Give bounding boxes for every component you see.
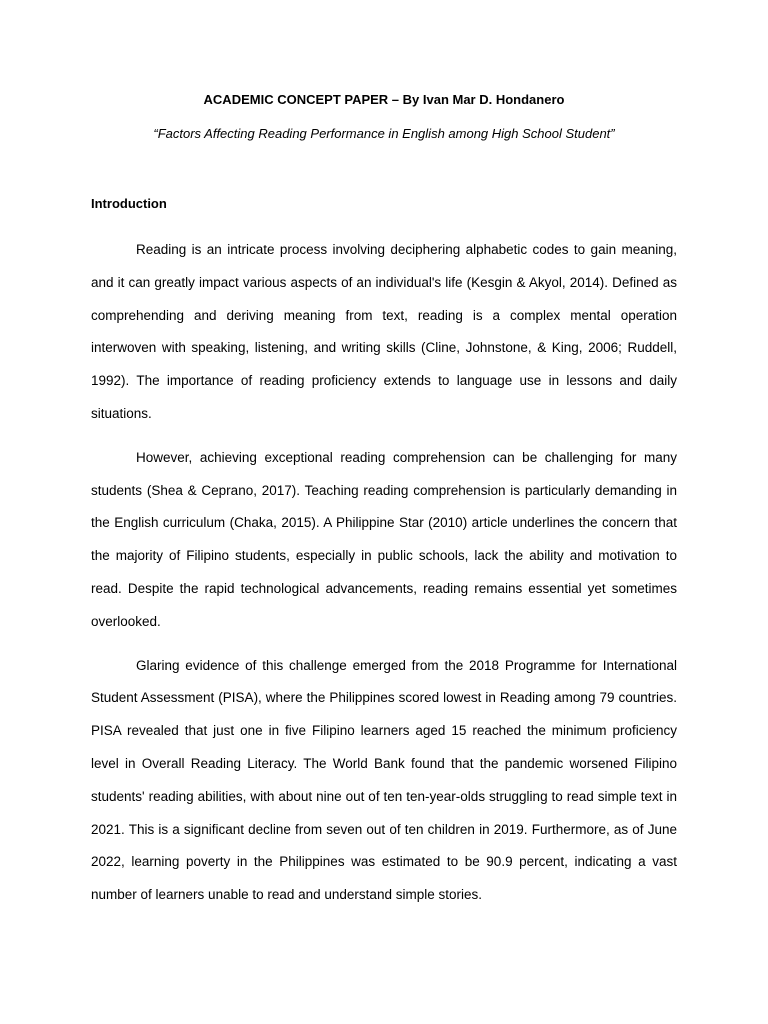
document-subtitle: “Factors Affecting Reading Performance in English among High School Student” [153, 126, 615, 141]
body-text [91, 234, 677, 923]
paragraph: Glaring evidence of this challenge emerged from the 2018 Programme for International Student Assessment (PISA), where the Philippines scored lowest in Reading among 79 countries. PISA revealed that just one in five Filipino learners aged 15 reached the minimum proficiency level in Overall Reading Literacy. The World Bank found that the pandemic worsened Filipino students' reading abilities, with about nine out of ten ten-year-olds struggling to read simple text in 2021. This is a significant decline from seven out of ten children in 2019. Furthermore, as of June 2022, learning poverty in the Philippines was estimated to be 90.9 percent, indicating a vast number of learners unable to read and understand simple stories. [91, 657, 677, 903]
section-heading: Introduction [91, 196, 167, 211]
document-title: ACADEMIC CONCEPT PAPER – By Ivan Mar D. Hondanero [203, 92, 565, 107]
paragraph: However, achieving exceptional reading comprehension can be challenging for many students (Shea & Ceprano, 2017). Teaching reading comprehension is particularly demanding in the English curriculum (Chaka, 2015). A Philippine Star (2010) article underlines the concern that the majority of Filipino students, especially in public schools, lack the ability and motivation to read. Despite the rapid technological advancements, reading remains essential yet sometimes overlooked. [91, 449, 677, 629]
paragraph: Reading is an intricate process involving deciphering alphabetic codes to gain meaning, and it can greatly impact various aspects of an individual's life (Kesgin & Akyol, 2014). Defined as comprehending and deriving meaning from text, reading is a complex mental operation interwoven with speaking, listening, and writing skills (Cline, Johnstone, & King, 2006; Ruddell, 1992). The importance of reading proficiency extends to language use in lessons and daily situations. [91, 242, 677, 421]
